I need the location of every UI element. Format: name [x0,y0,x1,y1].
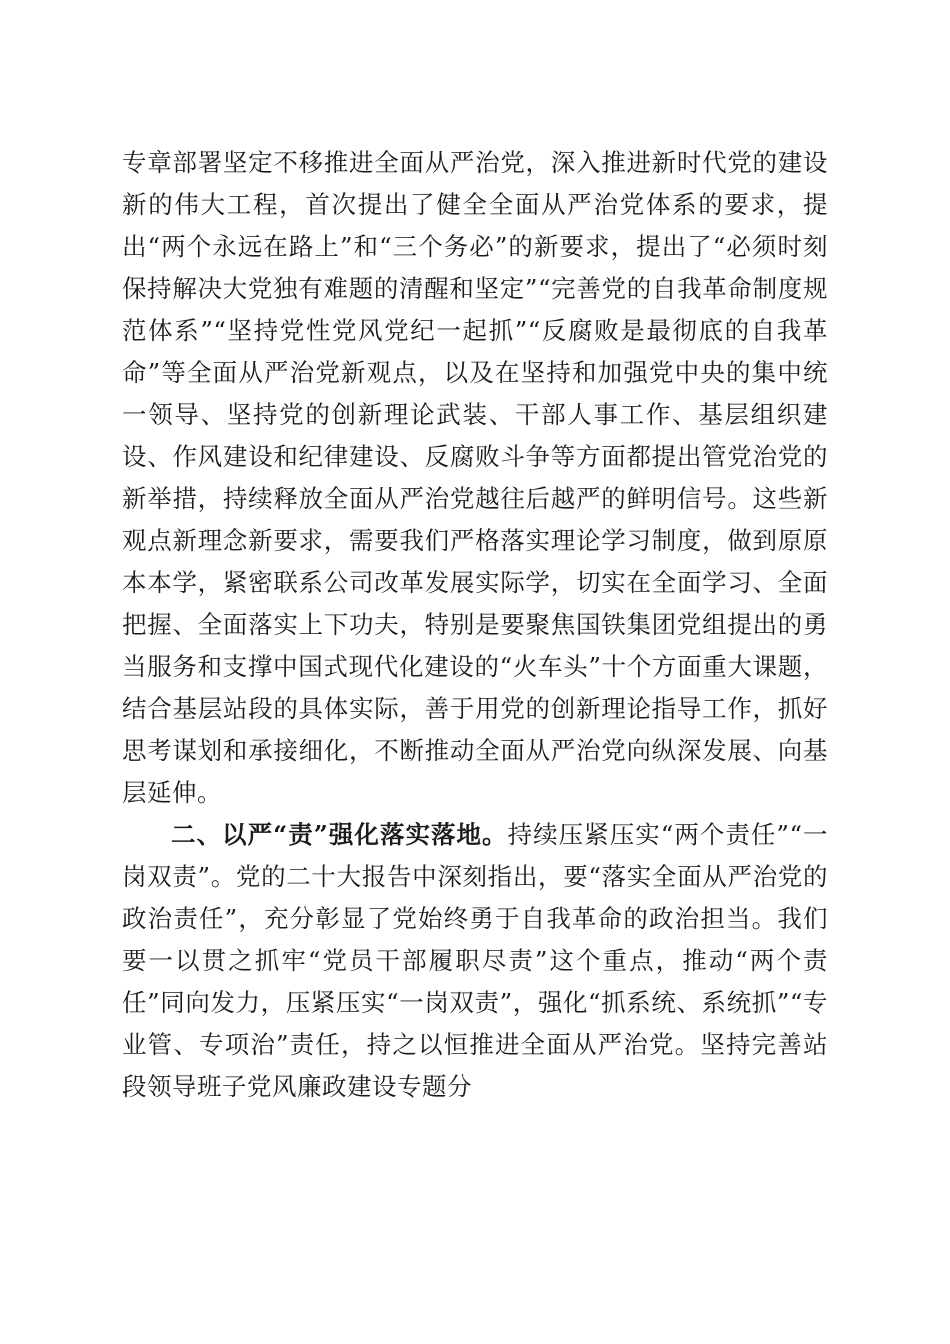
paragraph-continued [122,142,828,814]
document-body [122,142,828,1108]
paragraph-1-text: 专章部署坚定不移推进全面从严治党，深入推进新时代党的建设新的伟大工程，首次提出了健全全面从严治党体系的要求，提出“两个永远在路上”和“三个务必”的新要求，提出了“必须时刻保持解决大党独有难题的清醒和坚定”“完善党的自我革命制度规范体系”“坚持党性党风党纪一起抓”“反腐败是最彻底的自我革命”等全面从严治党新观点，以及在坚持和加强党中央的集中统一领导、坚持党的创新理论武装、干部人事工作、基层组织建设、作风建设和纪律建设、反腐败斗争等方面都提出管党治党的新举措，持续释放全面从严治党越往后越严的鲜明信号。这些新观点新理念新要求，需要我们严格落实理论学习制度，做到原原本本学，紧密联系公司改革发展实际学，切实在全面学习、全面把握、全面落实上下功夫，特别是要聚焦国铁集团党组提出的勇当服务和支撑中国式现代化建设的“火车头”十个方面重大课题，结合基层站段的具体实际，善于用党的创新理论指导工作，抓好思考谋划和承接细化，不断推动全面从严治党向纵深发展、向基层延伸。 [122,148,828,807]
section-two-heading: 二、以严“责”强化落实落地。 [171,820,508,849]
paragraph-section-two [122,814,828,1108]
section-two-body: 持续压紧压实“两个责任”“一岗双责”。党的二十大报告中深刻指出，要“落实全面从严治党的政治责任”，充分彰显了党始终勇于自我革命的政治担当。我们要一以贯之抓牢“党员干部履职尽责”这个重点，推动“两个责任”同向发力，压紧压实“一岗双责”，强化“抓系统、系统抓”“专业管、专项治”责任，持之以恒推进全面从严治党。坚持完善站段领导班子党风廉政建设专题分 [122,820,829,1101]
